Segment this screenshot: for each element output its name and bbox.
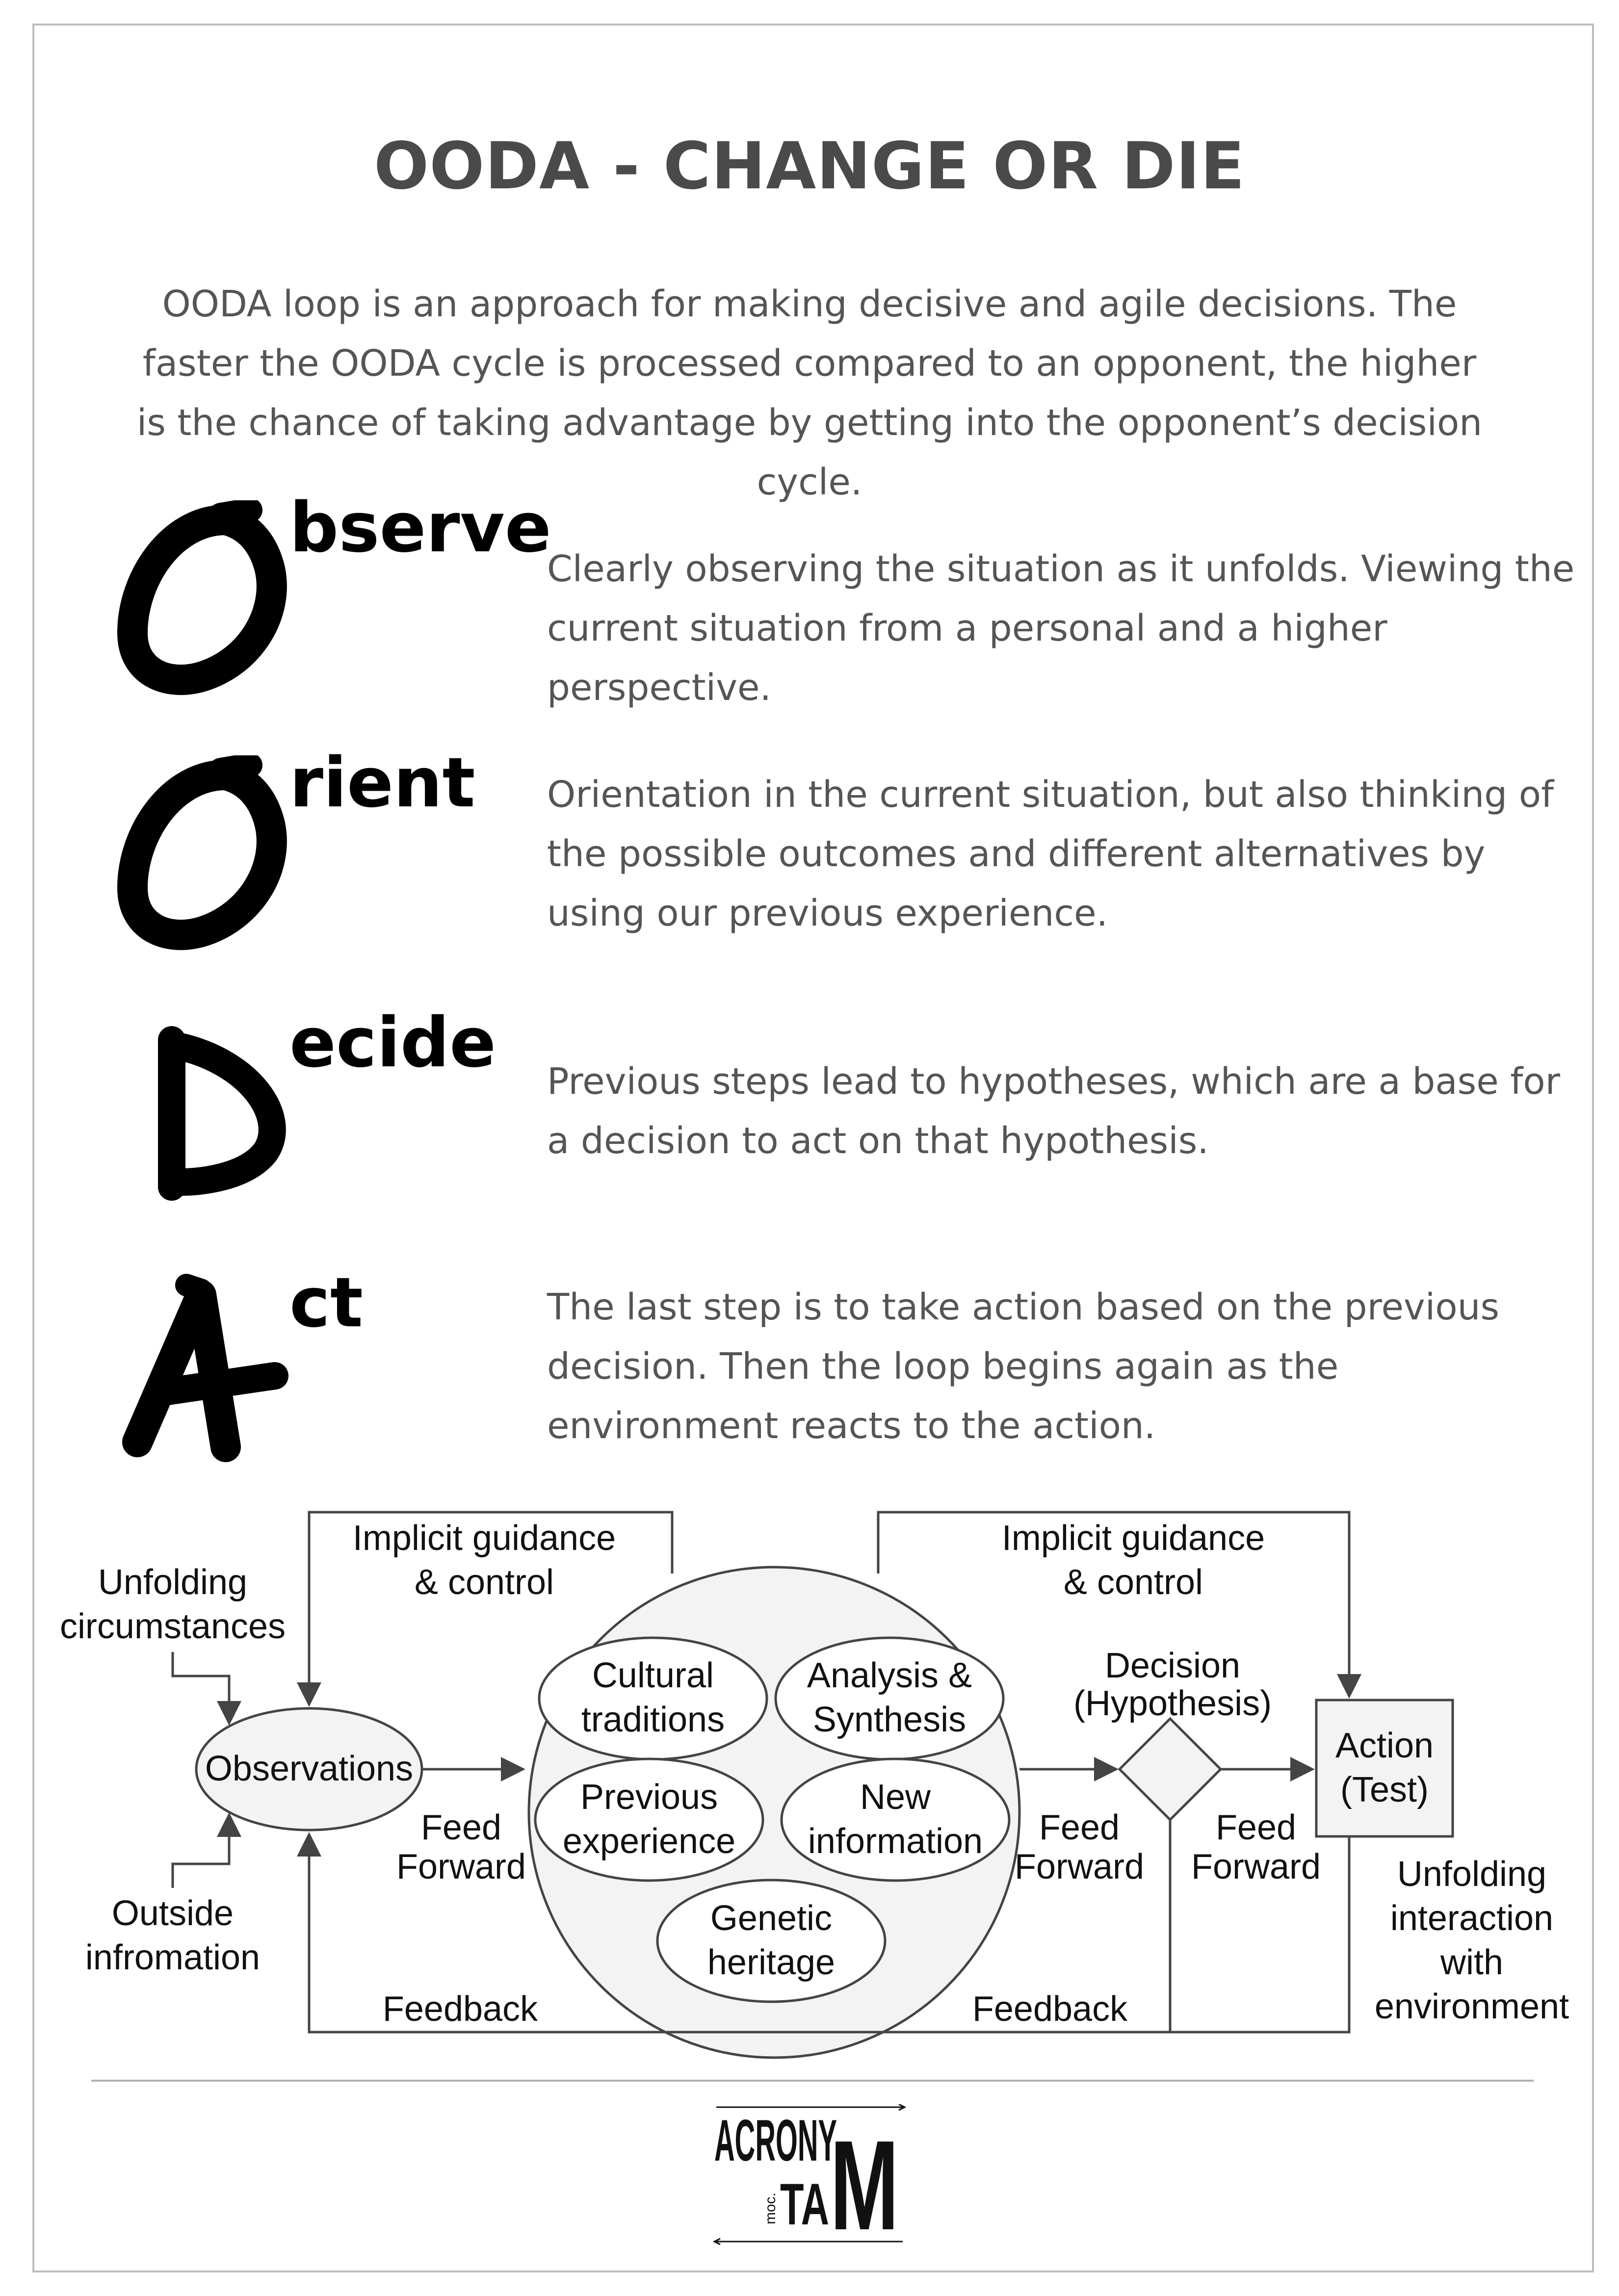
feed-forward-1-line2: Forward bbox=[396, 1847, 526, 1886]
outside-info-line2: infromation bbox=[85, 1938, 261, 1977]
unfolding-circ-line2: circumstances bbox=[59, 1607, 286, 1646]
genetic-line1: Genetic bbox=[710, 1899, 833, 1938]
feed-forward-3-line1: Feed bbox=[1215, 1808, 1297, 1847]
page-title: OODA - CHANGE OR DIE bbox=[374, 129, 1245, 204]
decision-line1: Decision bbox=[1104, 1646, 1241, 1685]
genetic-line2: heritage bbox=[707, 1943, 836, 1982]
footer-divider bbox=[91, 2080, 1534, 2082]
action-box bbox=[1316, 1700, 1453, 1836]
logo-text-line2: TA bbox=[780, 2171, 829, 2237]
step-word-orient: rient bbox=[289, 743, 475, 823]
step-desc-observe: Clearly observing the situation as it unfolds. Viewing the current situation from a personal and a higher perspective. bbox=[547, 548, 1575, 709]
cultural-line2: traditions bbox=[581, 1700, 725, 1739]
logo-small-text: moc. bbox=[762, 2192, 779, 2224]
feed-forward-2-line2: Forward bbox=[1014, 1847, 1145, 1886]
action-line2: (Test) bbox=[1340, 1770, 1429, 1809]
step-desc-decide: Previous steps lead to hypotheses, which are a base for a decision to act on that hypothesis. bbox=[547, 1060, 1561, 1162]
step-desc-orient: Orientation in the current situation, but also thinking of the possible outcomes and different alternatives by using our previous experience. bbox=[547, 774, 1554, 934]
logo-big-m: M bbox=[830, 2115, 899, 2251]
acronymtam-logo bbox=[706, 2104, 922, 2251]
feed-forward-3-line2: Forward bbox=[1191, 1847, 1321, 1886]
unfolding-inter-line1: Unfolding bbox=[1397, 1855, 1547, 1894]
outside-info-line1: Outside bbox=[111, 1894, 234, 1933]
action-line1: Action bbox=[1335, 1726, 1434, 1765]
previous-line2: experience bbox=[562, 1822, 736, 1861]
step-desc-act: The last step is to take action based on the previous decision. Then the loop begins again as the environment reacts to the action. bbox=[547, 1286, 1500, 1447]
implicit-left-line1: Implicit guidance bbox=[352, 1519, 616, 1558]
intro-paragraph: OODA loop is an approach for making decisive and agile decisions. The faster the OODA cycle is processed compared to an opponent, the higher is the chance of taking advantage by getting into the opponent’s decision cycle. bbox=[136, 283, 1483, 503]
unfolding-circ-line1: Unfolding bbox=[98, 1563, 248, 1602]
analysis-line2: Synthesis bbox=[812, 1700, 966, 1739]
implicit-right-line1: Implicit guidance bbox=[1001, 1519, 1265, 1558]
unfolding-inter-line3: with bbox=[1440, 1943, 1504, 1982]
previous-line1: Previous bbox=[580, 1778, 718, 1817]
feedback-label-1: Feedback bbox=[382, 1989, 538, 2029]
unfolding-inter-line2: interaction bbox=[1390, 1899, 1554, 1938]
logo-text-line1: ACRONY bbox=[714, 2108, 837, 2173]
feedback-label-2: Feedback bbox=[972, 1989, 1128, 2029]
new-info-line1: New bbox=[860, 1778, 931, 1817]
implicit-right-line2: & control bbox=[1063, 1563, 1203, 1602]
unfolding-inter-line4: environment bbox=[1374, 1987, 1569, 2026]
decision-diamond bbox=[1120, 1719, 1221, 1820]
cultural-line1: Cultural bbox=[592, 1656, 714, 1695]
new-info-line2: information bbox=[808, 1822, 983, 1861]
observations-label: Observations bbox=[205, 1749, 414, 1788]
decision-line2: (Hypothesis) bbox=[1073, 1684, 1272, 1723]
analysis-line1: Analysis & bbox=[807, 1656, 972, 1695]
step-word-act: ct bbox=[289, 1263, 363, 1343]
feed-forward-2-line1: Feed bbox=[1039, 1808, 1120, 1847]
step-word-observe: bserve bbox=[289, 488, 551, 568]
implicit-left-line2: & control bbox=[414, 1563, 554, 1602]
feed-forward-1-line1: Feed bbox=[420, 1808, 502, 1847]
step-word-decide: ecide bbox=[289, 1003, 496, 1083]
